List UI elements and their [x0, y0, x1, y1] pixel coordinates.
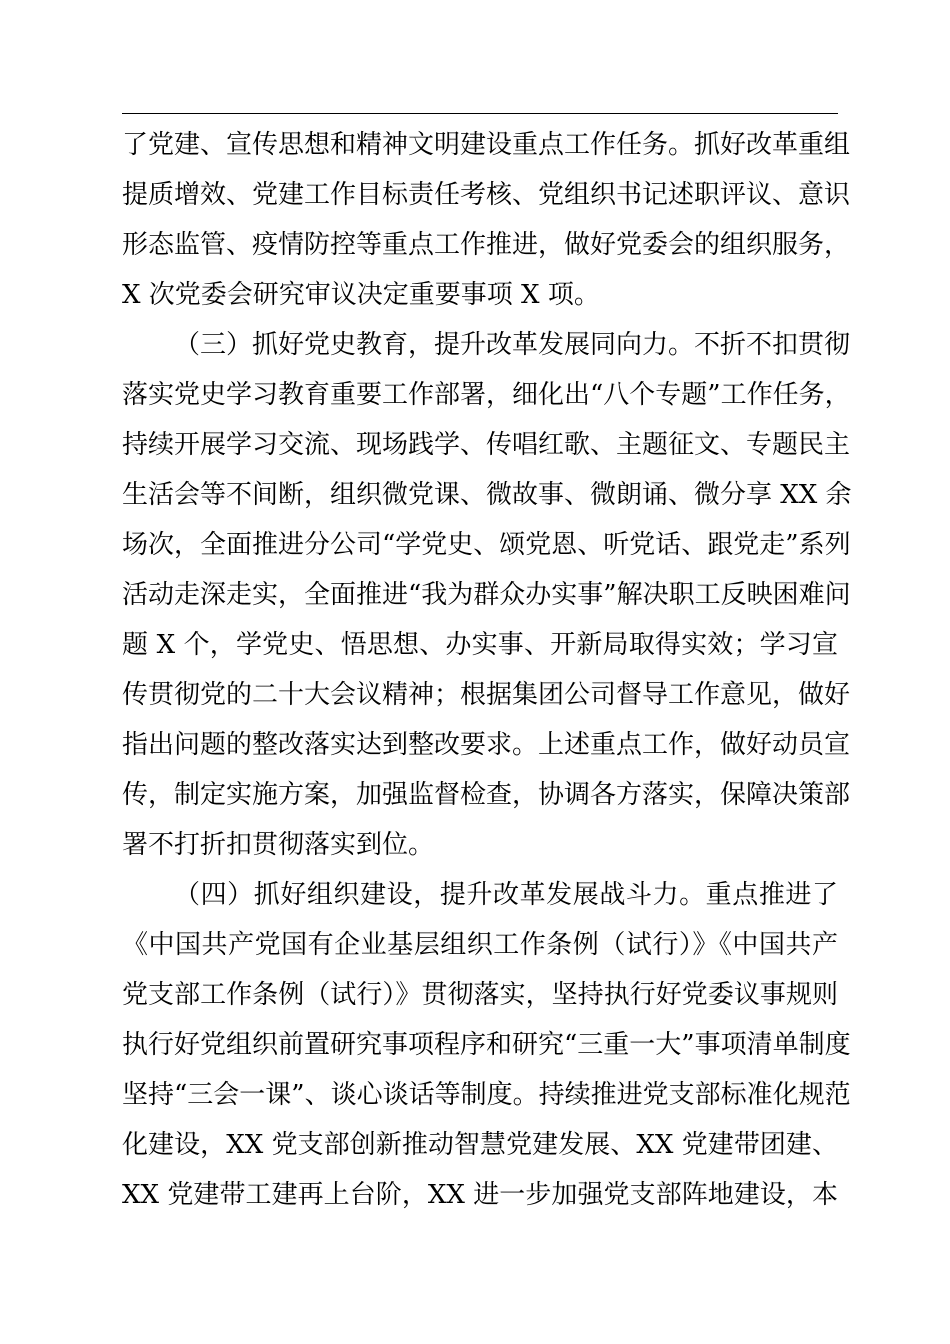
paragraph-line: 指出问题的整改落实达到整改要求。上述重点工作，做好动员宣: [122, 730, 851, 760]
paragraph-line: 活动走深走实，全面推进“我为群众办实事”解决职工反映困难问: [122, 580, 851, 610]
paragraph-line: 署不打折扣贯彻落实到位。: [122, 830, 435, 860]
paragraph-line: 形态监管、疫情防控等重点工作推进，做好党委会的组织服务，: [122, 230, 851, 260]
paragraph-line: 题 X 个，学党史、悟思想、办实事、开新局取得实效；学习宣: [122, 630, 838, 660]
paragraph-line: 传贯彻党的二十大会议精神；根据集团公司督导工作意见，做好: [122, 680, 851, 710]
paragraph-line: 坚持“三会一课”、谈心谈话等制度。持续推进党支部标准化规范: [122, 1080, 851, 1110]
paragraph-line: 持续开展学习交流、现场践学、传唱红歌、主题征文、专题民主: [122, 430, 851, 460]
paragraph-line: 场次，全面推进分公司“学党史、颂党恩、听党话、跟党走”系列: [122, 530, 851, 560]
paragraph-line: 《中国共产党国有企业基层组织工作条例（试行）》《中国共产: [122, 930, 838, 960]
paragraph-line: 执行好党组织前置研究事项程序和研究“三重一大”事项清单制度: [122, 1030, 851, 1060]
paragraph-line: XX 党建带工建再上台阶，XX 进一步加强党支部阵地建设，本: [122, 1180, 838, 1210]
paragraph-line: 提质增效、党建工作目标责任考核、党组织书记述职评议、意识: [122, 180, 851, 210]
paragraph-line: 生活会等不间断，组织微党课、微故事、微朗诵、微分享 XX 余: [122, 480, 852, 510]
section-heading-line: （四）抓好组织建设，提升改革发展战斗力。重点推进了: [174, 880, 838, 910]
paragraph-line: X 次党委会研究审议决定重要事项 X 项。: [122, 280, 600, 310]
header-rule: [122, 113, 838, 114]
paragraph-line: 党支部工作条例（试行）》贯彻落实，坚持执行好党委议事规则: [122, 980, 838, 1010]
paragraph-line: 落实党史学习教育重要工作部署，细化出“八个专题”工作任务，: [122, 380, 851, 410]
paragraph-line: 传，制定实施方案，加强监督检查，协调各方落实，保障决策部: [122, 780, 851, 810]
section-heading-line: （三）抓好党史教育，提升改革发展同向力。不折不扣贯彻: [174, 330, 851, 360]
paragraph-line: 了党建、宣传思想和精神文明建设重点工作任务。抓好改革重组: [122, 130, 851, 160]
paragraph-line: 化建设，XX 党支部创新推动智慧党建发展、XX 党建带团建、: [122, 1130, 838, 1160]
